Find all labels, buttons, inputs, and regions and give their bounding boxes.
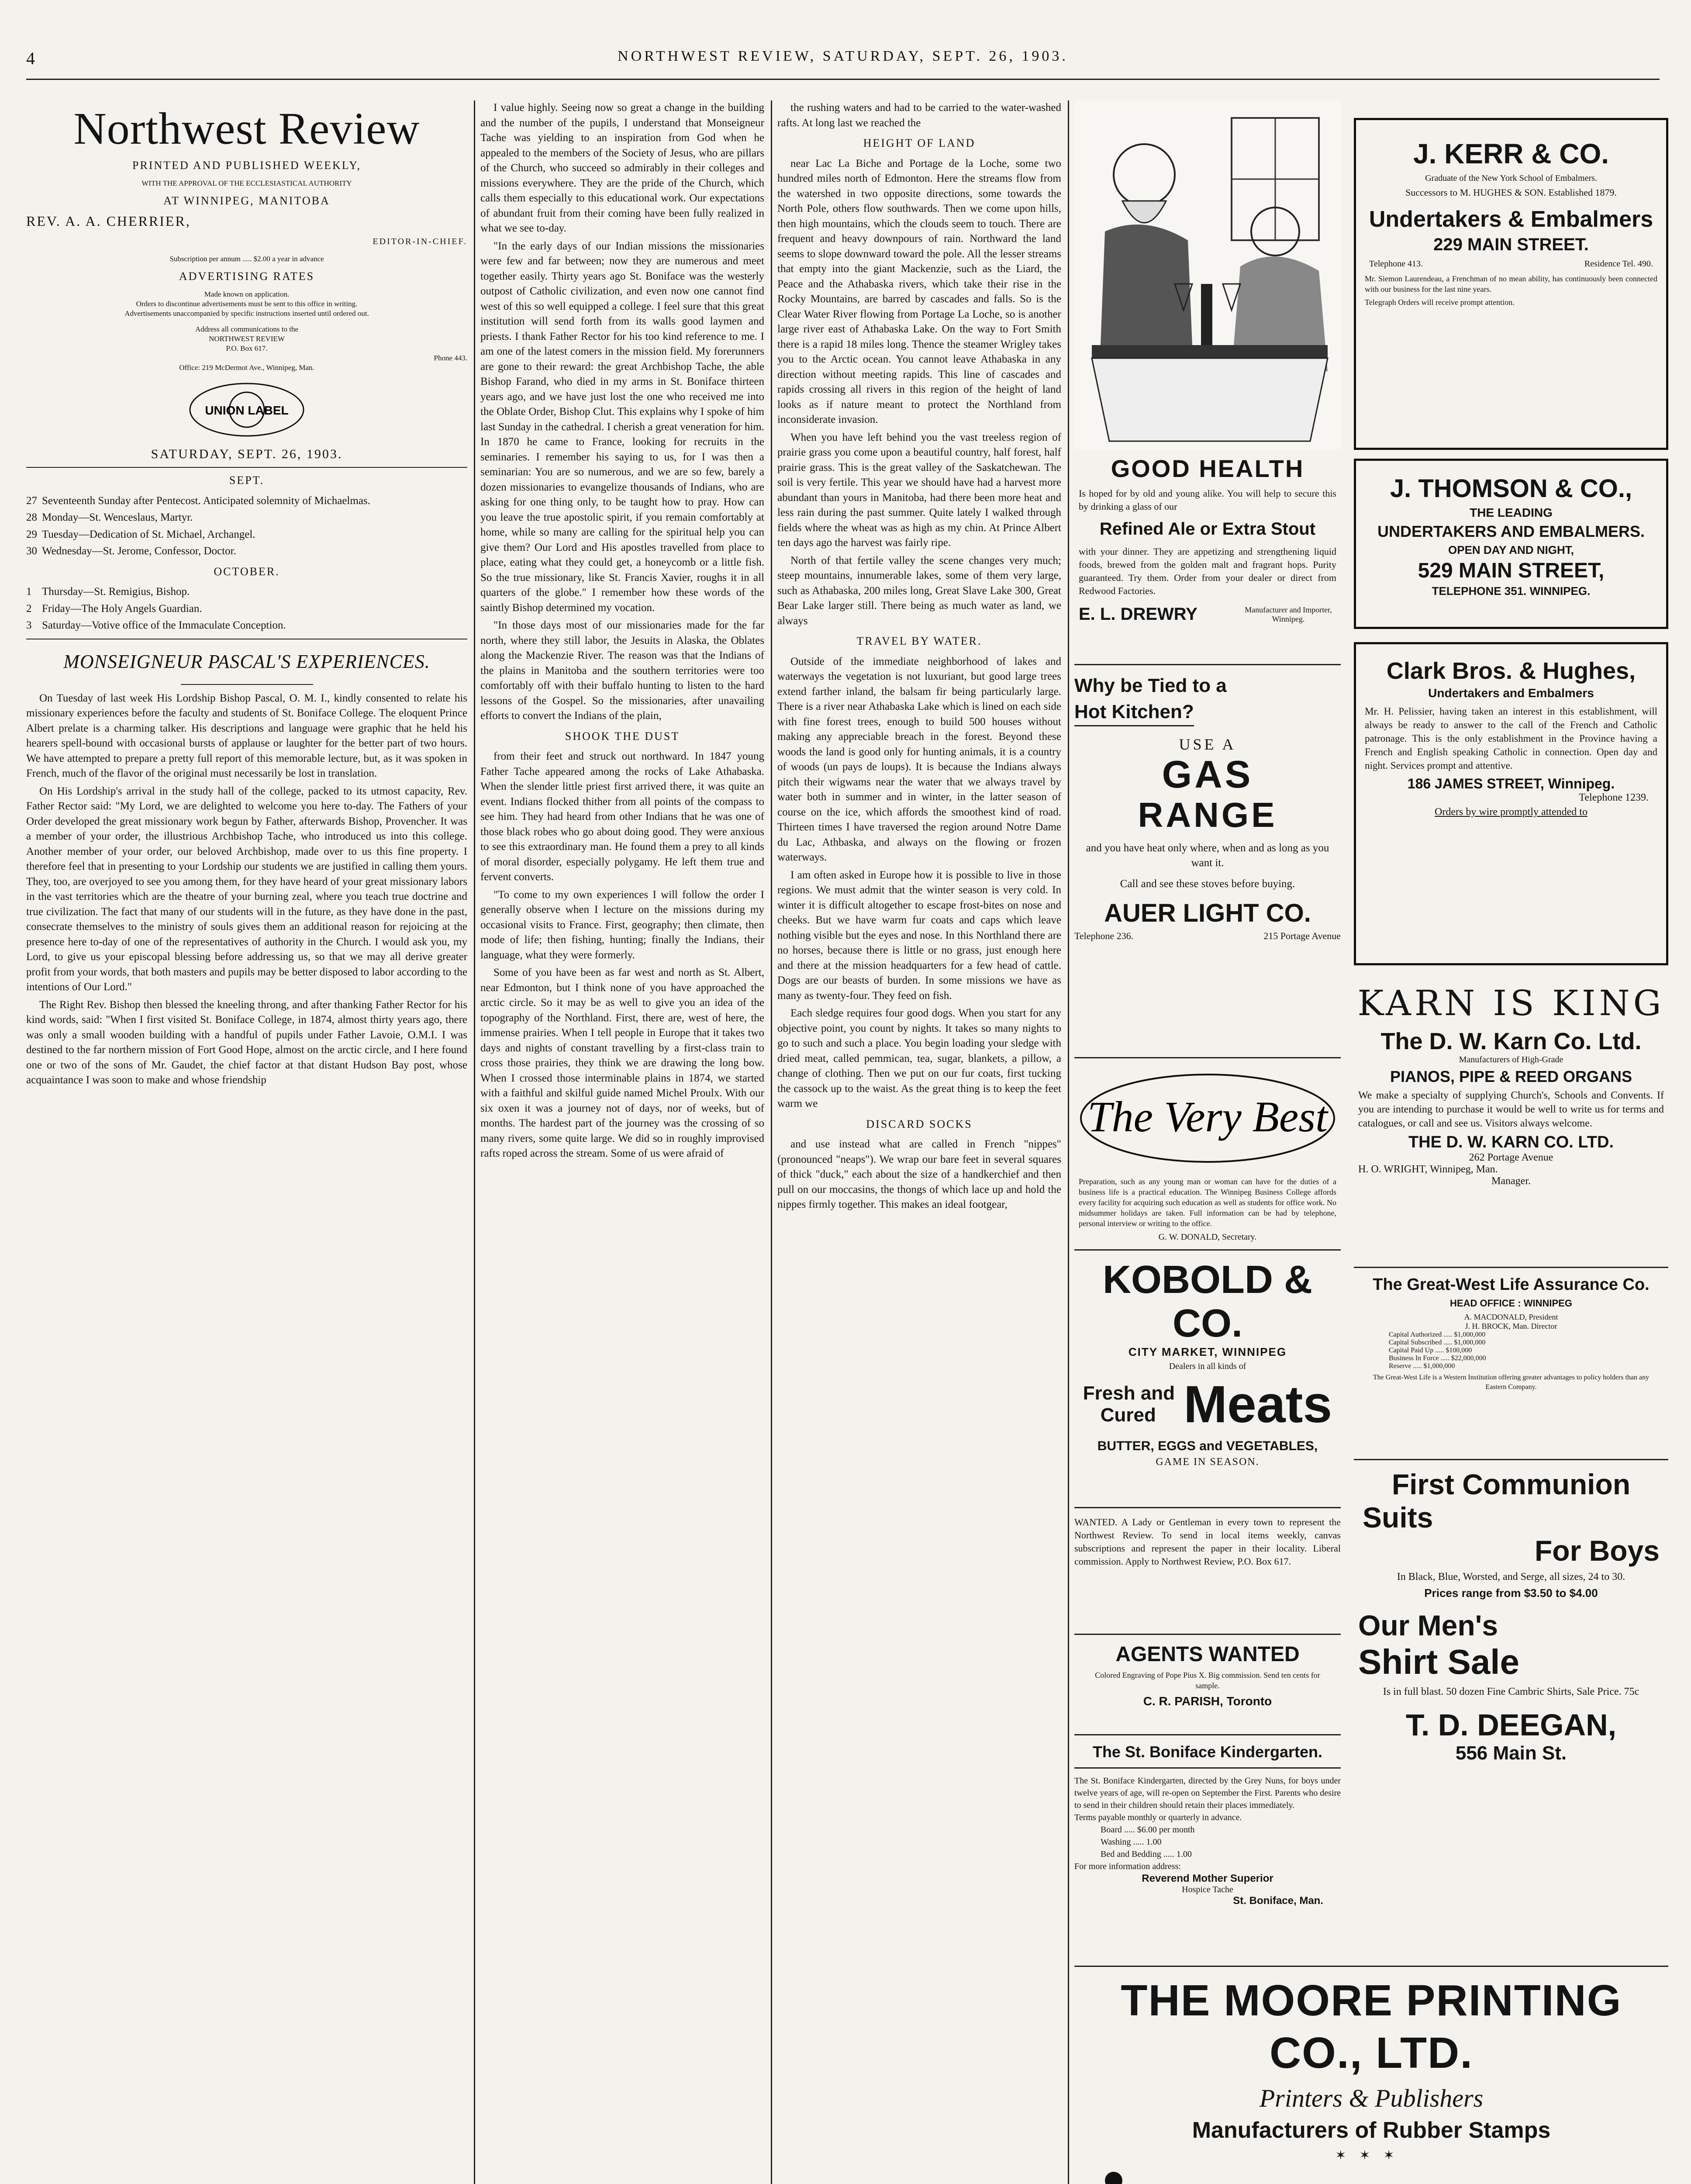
good-health-product: Refined Ale or Extra Stout (1099, 519, 1316, 539)
article-paragraph: Each sledge requires four good dogs. When you start for any objective point, you count by nights. It takes so many nights to go to such and such a place. You begin loading your sledge with dried meat, called pemmican, tea, sugar, blankets, a pillow, a change of clothing. Then we put on our fur coats, first tucking the cassock up to the waist. As the great thing is to keep the feet warm we (777, 1007, 1061, 1109)
calendar-entry: 30 Wednesday—St. Jerome, Confessor, Doctor. (26, 545, 236, 557)
column-1 (26, 100, 467, 2184)
masthead-approval: WITH THE APPROVAL OF THE ECCLESIASTICAL AUTHORITY (141, 179, 352, 187)
karn-name: The D. W. Karn Co. Ltd. (1380, 1028, 1642, 1054)
auer-address: 215 Portage Avenue (1263, 930, 1341, 941)
divider (1074, 1734, 1341, 1735)
address-line-1: Address all communications to the (195, 325, 299, 333)
column-3 (777, 100, 1061, 2184)
kerr-address: 229 MAIN STREET. (1433, 235, 1589, 254)
calendar-entry: 27 Seventeenth Sunday after Pentecost. Anticipated solemnity of Michaelmas. (26, 494, 370, 507)
deegan-line-3: For Boys (1534, 1534, 1660, 1567)
subhead-height-of-land: HEIGHT OF LAND (863, 137, 976, 149)
kerr-text-2: Telegraph Orders will receive prompt attention. (1365, 298, 1515, 307)
column-rule (474, 100, 475, 2184)
clark-address: 186 JAMES STREET, Winnipeg. (1407, 776, 1615, 791)
very-best-signature: G. W. DONALD, Secretary. (1158, 1232, 1257, 1242)
good-health-title: GOOD HEALTH (1111, 455, 1304, 482)
clark-text: Mr. H. Pelissier, having taken an interest in this establishment, will always be ready to answer to the call of the French and Catholic patronage. This is the only establishment in the Province having a French and English speaking Catholic in connection. Open day and night. Services prompt and attentive. (1365, 706, 1657, 771)
clark-name: Clark Bros. & Hughes, (1386, 658, 1636, 684)
thomson-line-1: THE LEADING (1470, 506, 1553, 519)
karn-ad (1354, 983, 1668, 1187)
masthead-editor: REV. A. A. CHERRIER, (26, 213, 191, 229)
kobold-ad (1074, 1258, 1341, 1468)
divider (1074, 1634, 1341, 1635)
kerr-ad (1354, 118, 1668, 450)
agents-text: Colored Engraving of Pope Pius X. Big commission. Send ten cents for sample. (1095, 1671, 1320, 1690)
kerr-telephone: Telephone 413. (1369, 259, 1423, 269)
kindergarten-title: The St. Boniface Kindergarten. (1092, 1743, 1323, 1761)
good-health-ad (1074, 454, 1341, 631)
page-header (26, 48, 1660, 74)
great-west-ad (1354, 1275, 1668, 1395)
gas-text: and you have heat only where, when and as long as you want it. (1086, 842, 1329, 869)
article-paragraph: "In those days most of our missionaries made for the far north, where they still labor, the Jesuits in Alaska, the Oblates along the Mackenzie River. The reason was that the Indians of the plains in Manitoba and the southern territories were too comfortably off with their buffalo hunting to listen to the hard lessons of the Gospel. So the missionaries, after unavailing efforts to convert the Indians of the plain, (480, 619, 764, 722)
header-rule (26, 79, 1660, 80)
column-rule (771, 100, 772, 2184)
gas-range-ad (1074, 673, 1341, 942)
clark-telephone: Telephone 1239. (1579, 792, 1649, 803)
range-word: RANGE (1138, 795, 1277, 834)
kindergarten-text: The St. Boniface Kindergarten, directed by the Grey Nuns, for boys under twelve years of age, will re-open on September the First. Parents who desire to send in their children should retain their places immediately. (1074, 1776, 1341, 1810)
calendar (26, 473, 467, 633)
address-line-4: Phone 443. (434, 353, 467, 362)
deegan-line-5: Prices range from $3.50 to $4.00 (1424, 1586, 1598, 1600)
calendar-entry: 29 Tuesday—Dedication of St. Michael, Archangel. (26, 528, 255, 540)
advertising-line-3: Advertisements unaccompanied by specific instructions inserted until ordered out. (124, 309, 369, 318)
moore-printing-ad (1074, 1974, 1668, 2184)
divider (1074, 1966, 1668, 1967)
very-best-logo-text: The Very Best (1087, 1092, 1328, 1141)
kindergarten-ad (1074, 1743, 1341, 1907)
moore-name: THE MOORE PRINTING CO., LTD. (1121, 1976, 1622, 2077)
ornament-star-icon: ✶✶✶ (1335, 2148, 1408, 2163)
dining-couple-illustration (1074, 100, 1341, 450)
very-best-ad (1074, 1066, 1341, 1242)
kindergarten-signature-2: Hospice Tache (1182, 1885, 1233, 1894)
kobold-cured: Cured (1100, 1404, 1156, 1426)
kerr-name: J. KERR & CO. (1413, 138, 1609, 169)
kerr-title: Undertakers & Embalmers (1369, 207, 1653, 232)
calendar-entry: 1 Thursday—St. Remigius, Bishop. (26, 586, 190, 598)
kindergarten-rate: Washing ..... 1.00 (1101, 1837, 1162, 1847)
article-paragraph: On His Lordship's arrival in the study hall of the college, packed to its utmost capacity, Rev. Father Rector said: "My Lord, we are delighted to welcome you here to-day. The Fathers of your Order developed the great missionary work begun by Father, afterwards Bishop, Provencher. It was a member of your order, the illustrious Archbishop Tache, who introduced us into this college. Another member of your order, our beloved Archbishop, made over to us this fine property. I therefore feel that in presenting to your Lordship our students we are justified in calling them yours. They, too, are overjoyed to see you among them, for they have heard of your great missionary labors in the vast territories which are the theatre of your burning zeal, where you teach true doctrine and true civilization. The fact that many of our students will in the future, as they have done in the past, consecrate themselves to the ministry of souls gives them an additional reason for rejoicing at the presence here to-day of one of the representatives of authority in the Church. I would ask you, my Lord, to give us your episcopal blessing before addressing us, so that we may all derive greater profit from your words, that both masters and pupils may be better disposed to labor according to the intentions of Our Lord." (26, 785, 467, 993)
agents-title: AGENTS WANTED (1115, 1643, 1300, 1666)
article-paragraph: Outside of the immediate neighborhood of lakes and waterways the vegetation is not luxuriant, but good large trees extend farther inland, the balsam fir being particularly large. There is a river near Athabaska Lake which is lined on each side with fine forest trees, enough to build 500 houses without making any appreciable breach in the forest. Beyond these woods the land is good only for hunting animals, it is a country of woods (un pays de loups). It is because the Indians always pitch their wigwams near the water that we always travel by water both in summer and in winter, in the latter season of course on the ice, which affords the smoothest kind of road. Thirteen times I have traversed the region around Notre Dame du Lac, Athbaska, and always on the flowing or frozen waterways. (777, 655, 1061, 863)
gas-text-2: Call and see these stoves before buying. (1120, 878, 1295, 890)
great-west-row: Business In Force ..... $22,000,000 (1389, 1355, 1486, 1362)
divider (26, 467, 467, 468)
good-health-text-2: with your dinner. They are appetizing and strengthening liquid foods, brewed from the golden malt and fragrant hops. Purity guaranteed. Try them. Order from your dealer or direct from Redwood Factories. (1079, 546, 1336, 596)
auer-telephone: Telephone 236. (1074, 930, 1134, 941)
address-line-3: P.O. Box 617. (226, 344, 268, 352)
deegan-line-4: In Black, Blue, Worsted, and Serge, all sizes, 24 to 30. (1397, 1571, 1625, 1583)
advertising-heading: ADVERTISING RATES (179, 270, 315, 283)
article-paragraph: "In the early days of our Indian missions the missionaries were few and far between; now they are numerous and meet together easily. Thirty years ago St. Boniface was the westerly outpost of Catholic civilization, and even now one cannot find west of this so well equipped a college. I feel sure that this great institution will send forth from its walls good laymen and priests. I thank Father Rector for his too kind reference to me. I am one of the latest comers in the mission field. My forerunners are gone to their reward: the great Archbishop Tache, the able Bishop Farand, who died in my arms in St. Boniface thirteen years ago, and we have just lost the one who received me into the Oblate Order, Bishop Clut. This explains why I spoke of him last Sunday in the cathedral. I cherish a great veneration for him. In 1870 he came to France, looking for recruits in the seminaries. I remember his saying to us, for I was then a seminarian: You are so numerous, and we are so few, barely a dozen missionaries to evangelize thousands of Indians, who are asking for one thing only, to be taught how to pray. How can you leave the true apostolic spirit, if you remain comfortably at home, while so many are calling for the spiritual help you can give them? Our Lord and His apostles travelled from place to place, eating what they could get, a honeycomb or a little fish. So the true missionary, like St. Francis Xavier, roughs it in all quarters of the globe." I remember how these words of the saintly Bishop determined my vocation. (480, 240, 764, 614)
kobold-fresh: Fresh and (1083, 1382, 1175, 1404)
karn-manager-2: Manager. (1491, 1175, 1531, 1187)
article-paragraph: The Right Rev. Bishop then blessed the kneeling throng, and after thanking Father Rector for his kind words, said: "When I first visited St. Boniface College, in 1874, almost thirty years ago, there was only a small wooden building with a handful of pupils under Father Lavoie, O.M.I. I was destined to the far northern mission of Fort Good Hope, almost on the arctic circle, and I here found one or two of the sons of Mr. Gaudet, the chief factor at that distant Hudson Bay post, whose acquaintance I was soon to make and whose friendship (26, 999, 467, 1086)
karn-address: 262 Portage Avenue (1469, 1152, 1553, 1163)
deegan-line-7: Shirt Sale (1358, 1642, 1520, 1681)
article-title: MONSEIGNEUR PASCAL'S EXPERIENCES. (63, 650, 430, 672)
masthead-place: AT WINNIPEG, MANITOBA (163, 194, 330, 207)
kobold-sub: CITY MARKET, WINNIPEG (1128, 1345, 1287, 1358)
divider (1074, 1507, 1341, 1508)
deegan-line-6: Our Men's (1358, 1609, 1498, 1641)
calendar-sept-heading: SEPT. (229, 474, 265, 487)
kindergarten-rate: Bed and Bedding ..... 1.00 (1101, 1849, 1192, 1859)
great-west-head: HEAD OFFICE : WINNIPEG (1450, 1298, 1572, 1309)
clark-hughes-ad (1354, 642, 1668, 965)
great-west-row: Capital Paid Up ..... $100,000 (1389, 1347, 1472, 1354)
karn-slogan: KARN IS KING (1357, 983, 1665, 1023)
kindergarten-signature: Reverend Mother Superior (1142, 1873, 1273, 1884)
kobold-name: KOBOLD & CO. (1103, 1258, 1312, 1345)
drewry-name: E. L. DREWRY (1079, 605, 1198, 624)
kindergarten-address-label: For more information address: (1074, 1862, 1181, 1871)
masthead-subscription: Subscription per annum ..... $2.00 a year in advance (169, 255, 324, 263)
good-health-illustration (1074, 100, 1341, 450)
divider (181, 684, 313, 685)
article-paragraph: On Tuesday of last week His Lordship Bishop Pascal, O. M. I., kindly consented to relate his missionary experiences before the faculty and students of St. Boniface College. The eloquent Prince Albert prelate is a charming talker. His descriptions and language were graphic that he held his hearers spell-bound with occasional bursts of applause or laughter for the better part of two hours. We have attempted to prepare a pretty full report of this memorable lecture, but, as it was spoken in French, much of the flavor of the original must necessarily be lost in translation. (26, 692, 467, 779)
kobold-sub-2: Dealers in all kinds of (1169, 1362, 1246, 1371)
article-paragraph: "To come to my own experiences I will follow the order I generally observe when I lecture on the missions during my occasional visits to France. First, geography; then climate, then mode of life; then fishing, hunting; finally the Indians, their language, what they were formerly. (480, 888, 764, 961)
masthead-name: Northwest Review (73, 104, 420, 154)
karn-line-1: Manufacturers of High-Grade (1459, 1055, 1563, 1064)
article-paragraph: near Lac La Biche and Portage de la Loche, some two hundred miles north of Edmonton. Here the streams flow from the watershed in two opposite directions, some towards the North Pole, others flow southwards. Then we come upon hills, then high mountains, which the clouds seem to touch. There are frequent and heavy downpours of rain. Northward the land seems to slope downward toward the pole. All the lesser streams that empty into the giant Mackenzie, such as the Liard, the Peace and the Athabaska rivers, which take their rise in the Rocky Mountains, are barred by cascades and falls. So is the Clear Water River flowing from Portage La Loche, so is another large river east of Athabaska Lake. On the way to Fort Smith there is a rapid 18 miles long. Thence the steamer Wrigley takes you to the Arctic ocean. You cannot leave Athabaska in any direction without meeting rapids. This line of cascades and rapids crossing all rivers in this region of the height of land looks as if nature meant to protect the Northland from inconsiderate invasion. (777, 157, 1061, 425)
auer-light-name: AUER LIGHT CO. (1104, 899, 1311, 927)
drewry-role: Manufacturer and Importer, Winnipeg. (1245, 605, 1332, 623)
great-west-director: J. H. BROCK, Man. Director (1465, 1322, 1557, 1330)
calendar-entry: 2 Friday—The Holy Angels Guardian. (26, 602, 202, 615)
thomson-telephone: TELEPHONE 351. WINNIPEG. (1432, 584, 1591, 598)
agents-name: C. R. PARISH, Toronto (1143, 1694, 1272, 1708)
kerr-text: Mr. Siemon Laurendeau, a Frenchman of no mean ability, has continuously been connected with our business for the last nine years. (1365, 274, 1657, 294)
page-number: 4 (26, 48, 38, 68)
deegan-line-8: Is in full blast. 50 dozen Fine Cambric Shirts, Sale Price. 75c (1383, 1686, 1639, 1697)
gas-use: USE A (1179, 736, 1236, 753)
divider (1074, 1249, 1341, 1251)
union-label-seal (188, 381, 306, 438)
karn-line-2: PIANOS, PIPE & REED ORGANS (1390, 1068, 1632, 1085)
article-paragraph: North of that fertile valley the scene changes very much; steep mountains, innumerable lakes, some of them very large, such as Athabaska, 200 miles long, Great Slave Lake 300, Great Bear Lake larger still. There being as much water as land, we always (777, 554, 1061, 627)
calendar-oct-heading: OCTOBER. (214, 565, 280, 578)
calendar-entry: 3 Saturday—Votive office of the Immaculate Conception. (26, 619, 286, 631)
deegan-line-2: Suits (1363, 1501, 1433, 1534)
masthead-published: PRINTED AND PUBLISHED WEEKLY, (132, 159, 361, 172)
article-paragraph: When you have left behind you the vast treeless region of prairie grass you come upon a beautiful country, half forest, half prairie grass. This is the great valley of the Saskatchewan. The soil is very fertile. This year we should have had a harvest more abundant than yours in Manitoba, had there been more heat and less rain during the past summer. Quite lately I walked through fields where the wheat was as high as my chin. At Prince Albert ten days ago the harvest was fairly ripe. (777, 431, 1061, 549)
kindergarten-signature-3: St. Boniface, Man. (1233, 1895, 1323, 1907)
article-paragraph: Some of you have been as far west and north as St. Albert, near Edmonton, but I think none of you have approached the arctic circle. So it may be as well to give you an idea of the topography of the Northland. First, there are, west of here, the immense prairies. When I tell people in Europe that it takes two days and nights of constant travelling by a first-class train to cross those prairies, they think we are drawing the long bow. When I crossed those interminable plains in 1874, we started with a faithful and skilful guide named Michel Proulx. With our six oxen it was a journey not of days, nor of weeks, but of months. The hardest part of the journey was the crossing of so many rivers, some quite large. We did so in roughly improvised rafts roped across the stream. Some of us were afraid of (480, 967, 764, 1159)
article-paragraph: and use instead what are called in French "nippes" (pronounced "neaps"). We wrap our bare feet in several squares of thick "duck," each about the size of a handkerchief and then pull on our moccasins, the thongs of which lace up and hold the nippes firmly together. This makes an ideal footgear, (777, 1138, 1061, 1210)
thomson-ad (1354, 459, 1668, 629)
calendar-entry: 28 Monday—St. Wenceslaus, Martyr. (26, 511, 193, 523)
great-west-row: Capital Subscribed ..... $1,000,000 (1389, 1339, 1486, 1346)
printer-figure-icon (1092, 2167, 1144, 2184)
moore-line-1: Printers & Publishers (1259, 2084, 1484, 2112)
divider (1074, 664, 1341, 665)
divider (1074, 1057, 1341, 1058)
karn-manager: H. O. WRIGHT, Winnipeg, Man. (1358, 1164, 1498, 1175)
karn-text: We make a specialty of supplying Church's, Schools and Convents. If you are intending to purchase it would be well to write us for terms and catalogues, or call and see us. Visitors always welcome. (1358, 1090, 1664, 1129)
divider (1354, 1267, 1668, 1268)
deegan-ad (1354, 1468, 1668, 1764)
kerr-line-2: Successors to M. HUGHES & SON. Established 1879. (1405, 187, 1617, 198)
page-title: NORTHWEST REVIEW, SATURDAY, SEPT. 26, 1903. (618, 48, 1068, 64)
column-2 (480, 100, 764, 2184)
deegan-name: T. D. DEEGAN, (1405, 1708, 1617, 1742)
address-line-5: Office: 219 McDermot Ave., Winnipeg, Man. (179, 363, 314, 372)
wanted-notice: WANTED. A Lady or Gentleman in every town to represent the Northwest Review. To send in local items weekly, canvas subscriptions and represent the paper in their locality. Liberal commission. Apply to Northwest Review, P.O. Box 617. (1074, 1517, 1341, 1567)
gas-question-2: Hot Kitchen? (1074, 699, 1194, 726)
union-label-text: UNION LABEL (205, 403, 289, 417)
clark-line-1: Undertakers and Embalmers (1428, 686, 1594, 700)
kobold-meats: Meats (1184, 1375, 1332, 1434)
thomson-line-3: OPEN DAY AND NIGHT, (1448, 543, 1574, 556)
great-west-row: Reserve ..... $1,000,000 (1389, 1362, 1455, 1370)
moore-line-2: Manufacturers of Rubber Stamps (1192, 2118, 1551, 2143)
very-best-text: Preparation, such as any young man or woman can have for the duties of a business life is a practical education. The Winnipeg Business College affords every facility for acquiring such education as well as students for office work. No midsummer holidays are taken. Full information can be had by telephone, personal interview or writing to the office. (1079, 1177, 1336, 1228)
great-west-text: The Great-West Life is a Western Institution offering greater advantages to policy holders than any Eastern Company. (1373, 1374, 1650, 1391)
divider (1354, 1459, 1668, 1460)
clark-text-2: Orders by wire promptly attended to (1435, 806, 1587, 818)
thomson-name: J. THOMSON & CO., (1390, 474, 1632, 503)
article-paragraph: I value highly. Seeing now so great a change in the building and the number of the pupils, I understand that Monseigneur Tache was yielding to an inspiration from God when he appealed to the members of the Society of Jesus, who are pillars of the Church, who succeed so admirably in their colleges and missions everywhere. They are the pride of the Church, which calls them especially to this educational work. Our expectations of abundant fruit from their coming have been fully realized in what we see to-day. (480, 102, 764, 234)
kindergarten-rate: Board ..... $6.00 per month (1101, 1825, 1195, 1835)
gas-word: GAS (1162, 753, 1253, 796)
karn-name-2: THE D. W. KARN CO. LTD. (1408, 1133, 1614, 1151)
advertising-line-1: Made known on application. (204, 290, 290, 298)
thomson-line-2: UNDERTAKERS AND EMBALMERS. (1377, 522, 1645, 540)
article-paragraph: I am often asked in Europe how it is possible to live in those regions. We must admit that the winter season is very cold. In winter it is difficult altogether to escape frost-bites on nose and cheeks. But we have warm fur coats and caps which leave nothing visible but the eyes and nose. In this Northland there are no horses, because there is little or no grass, just enough here and there at the mission headquarters for a few head of cattle. Dogs are our beasts of burden. In some missions we have as many as twenty-four. They feed on fish. (777, 869, 1061, 1002)
gas-question-1: Why be Tied to a (1074, 675, 1227, 696)
agents-wanted-ad (1074, 1642, 1341, 1708)
thomson-address: 529 MAIN STREET, (1418, 559, 1605, 582)
kobold-line: BUTTER, EGGS and VEGETABLES, (1097, 1439, 1318, 1453)
kerr-residence: Residence Tel. 490. (1584, 259, 1653, 269)
issue-date: SATURDAY, SEPT. 26, 1903. (151, 446, 343, 461)
address-line-2: NORTHWEST REVIEW (209, 334, 285, 343)
deegan-address: 556 Main St. (1455, 1742, 1567, 1764)
subhead-discard-socks: DISCARD SOCKS (866, 1117, 973, 1130)
deegan-line-1: First Communion (1391, 1468, 1631, 1500)
kerr-line-1: Graduate of the New York School of Embalmers. (1425, 173, 1597, 183)
great-west-name: The Great-West Life Assurance Co. (1373, 1275, 1650, 1294)
kindergarten-terms: Terms payable monthly or quarterly in advance. (1074, 1813, 1242, 1822)
advertising-line-2: Orders to discontinue advertisements must be sent to this office in writing. (136, 299, 358, 308)
article-paragraph: from their feet and struck out northward. In 1847 young Father Tache appeared among the rocks of Lake Athabaska. When the slender little priest first arrived there, it was quite an event. Indians flocked thither from all points of the compass to see him. They had heard from other Indians that he was one of those black robes who go about doing good. They were anxious to see this extraordinary man. He found them a prey to all kinds of moral disorder, especially polygamy. He left them true and fervent converts. (480, 750, 764, 883)
subhead-travel-by-water: TRAVEL BY WATER. (856, 635, 982, 647)
great-west-row: Capital Authorized ..... $1,000,000 (1389, 1331, 1486, 1338)
article-paragraph: the rushing waters and had to be carried to the water-washed rafts. At long last we reached the (777, 102, 1061, 129)
very-best-logo (1074, 1066, 1341, 1171)
masthead-editor-title: EDITOR-IN-CHIEF. (373, 236, 467, 246)
kobold-line-2: GAME IN SEASON. (1156, 1456, 1260, 1468)
good-health-text: Is hoped for by old and young alike. You will help to secure this by drinking a glass of our (1079, 488, 1336, 512)
column-rule (1068, 100, 1069, 2184)
subhead-shook-the-dust: SHOOK THE DUST (565, 729, 680, 743)
great-west-president: A. MACDONALD, President (1464, 1313, 1558, 1321)
